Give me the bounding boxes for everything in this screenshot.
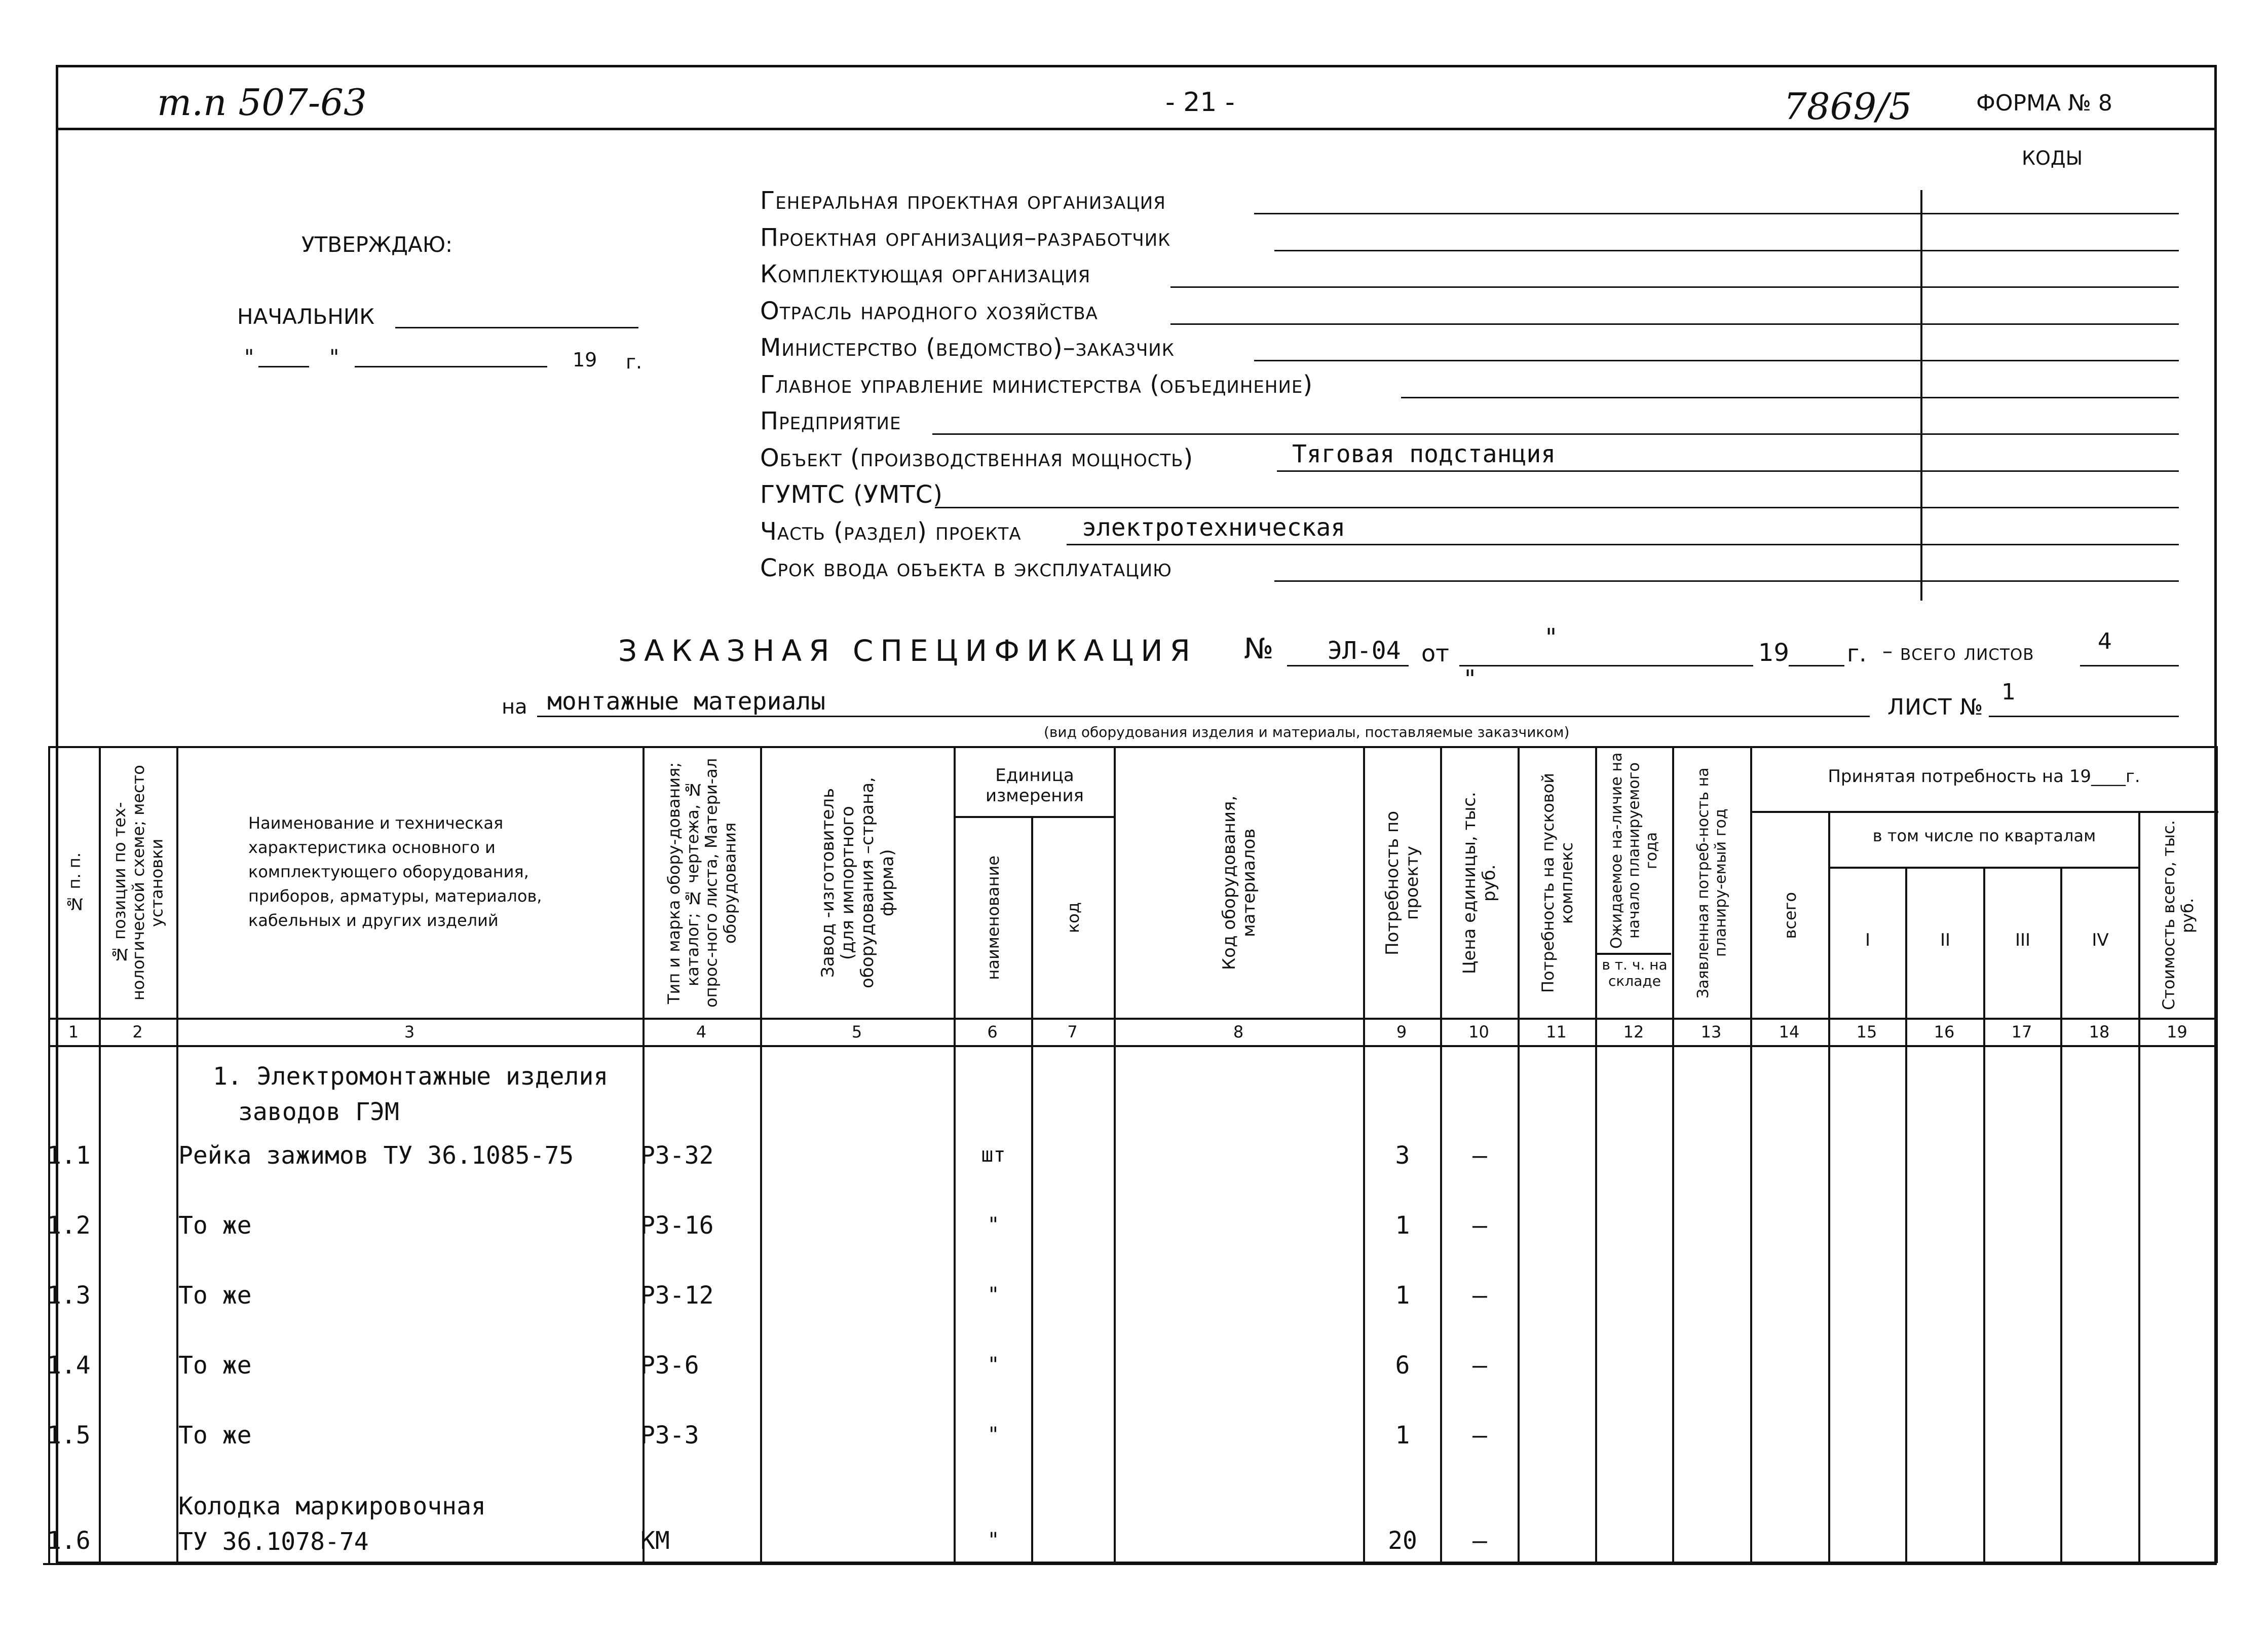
row-price: – <box>1472 1351 1487 1380</box>
header-col-10: Цена единицы, тыс. руб. <box>1459 792 1500 974</box>
column-number: 7 <box>1067 1022 1078 1042</box>
total-sheets-label: всего листов <box>1900 640 2034 665</box>
org-field-label: Министерство (ведомство)–заказчик <box>760 333 1175 362</box>
header-col-12b: в т. ч. на складе <box>1602 956 1668 989</box>
row-unit: " <box>987 1529 1000 1552</box>
column-number: 2 <box>132 1022 143 1042</box>
column-number: 10 <box>1468 1022 1489 1042</box>
org-field-line[interactable] <box>1170 323 2179 325</box>
column-number: 4 <box>696 1022 707 1042</box>
row-type: РЗ-6 <box>640 1351 699 1380</box>
org-field-line[interactable] <box>1170 286 2179 288</box>
sheet-number-label: ЛИСТ № <box>1887 694 1984 720</box>
org-field-label: Отрасль народного хозяйства <box>760 297 1098 325</box>
row-number: 1.6 <box>47 1527 91 1555</box>
spec-quote-top: " <box>1545 623 1557 652</box>
chief-signature-line[interactable] <box>395 327 638 328</box>
spec-note: (вид оборудования изделия и материалы, поставляемые заказчиком) <box>1044 724 1570 740</box>
header-col-4: Тип и марка обору-дования; каталог; № чертежа, № опрос-ного листа, Матери-ал оборудования <box>664 758 740 1008</box>
row-name: То же <box>178 1281 252 1310</box>
row-type: РЗ-12 <box>640 1281 714 1310</box>
row-unit: " <box>987 1283 1000 1307</box>
row-number: 1.3 <box>47 1281 91 1310</box>
date-quote-close: " <box>329 345 339 369</box>
page-number: - 21 - <box>1165 87 1235 118</box>
header-col-11: Потребность на пусковой комплекс <box>1538 772 1576 993</box>
column-number: 14 <box>1779 1022 1800 1042</box>
row-quantity: 1 <box>1395 1281 1410 1310</box>
total-sheets-line <box>2080 665 2179 666</box>
spec-number-value[interactable]: ЭЛ-04 <box>1328 637 1401 665</box>
org-field-line[interactable] <box>1277 470 2179 472</box>
org-field-label: Объект (производственная мощность) <box>760 444 1194 472</box>
date-month-line[interactable] <box>355 366 547 367</box>
org-field-line[interactable] <box>1254 213 2179 214</box>
column-number: 15 <box>1856 1022 1877 1042</box>
header-col-15: I <box>1865 930 1871 950</box>
row-unit: " <box>987 1353 1000 1377</box>
row-name: То же <box>178 1351 252 1380</box>
row-type: РЗ-32 <box>640 1141 714 1170</box>
org-field-label: Предприятие <box>760 407 901 435</box>
col-border-14 <box>1828 811 1830 1563</box>
row-price: – <box>1472 1211 1487 1240</box>
sheet-number-value[interactable]: 1 <box>2001 679 2016 705</box>
spec-year-suffix: г. <box>1847 640 1867 667</box>
header-col-3: Наименование и техническая характеристика основного и комплектующего оборудования, приборов, арматуры, материалов, кабельных и других изделий <box>248 813 542 930</box>
row-quantity: 3 <box>1395 1141 1410 1170</box>
column-number: 6 <box>987 1022 998 1042</box>
row-type: РЗ-16 <box>640 1211 714 1240</box>
spec-title: ЗАКАЗНАЯ СПЕЦИФИКАЦИЯ <box>618 634 1197 668</box>
org-field-label: Генеральная проектная организация <box>760 187 1166 215</box>
approval-year-suffix: г. <box>626 351 642 373</box>
header-col-13: Заявленная потреб-ность на планиру-емый год <box>1694 767 1729 998</box>
column-number: 9 <box>1396 1022 1407 1042</box>
chief-label: НАЧАЛЬНИК <box>237 304 375 329</box>
column-number: 3 <box>404 1022 415 1042</box>
org-field-line[interactable] <box>1274 580 2179 582</box>
handwritten-project-code: т.п 507-63 <box>157 81 367 124</box>
col-border-17 <box>2060 867 2062 1563</box>
spec-year-line[interactable] <box>1789 665 1844 666</box>
spec-on-value[interactable]: монтажные материалы <box>547 687 826 716</box>
header-col-12: Ожидаемое на-личие на начало планируемого года <box>1608 752 1661 949</box>
column-number: 16 <box>1934 1022 1955 1042</box>
column-number: 11 <box>1546 1022 1567 1042</box>
row-name: Рейка зажимов ТУ 36.1085-75 <box>178 1141 574 1170</box>
org-field-value[interactable]: электротехническая <box>1082 513 1346 542</box>
row-unit: " <box>987 1423 1000 1446</box>
spec-quote-bottom: " <box>1464 665 1476 693</box>
row-type: КМ <box>640 1527 670 1555</box>
spec-from-label: от <box>1421 640 1449 667</box>
org-field-label: Комплектующая организация <box>760 260 1091 288</box>
row-type: РЗ-3 <box>640 1421 699 1450</box>
spec-number-label: № <box>1244 633 1274 665</box>
codes-column-divider <box>1920 190 1922 601</box>
row-number: 1.4 <box>47 1351 91 1380</box>
header-col-5: Завод -изготовитель (для импортного оборудования –страна, фирма) <box>817 777 898 989</box>
header-col-14: всего <box>1780 892 1800 939</box>
date-quote-open: " <box>244 345 254 369</box>
section-title-line-2: заводов ГЭМ <box>238 1098 399 1126</box>
table-bottom-border <box>43 1563 2217 1565</box>
row-name: То же <box>178 1421 252 1450</box>
form-number: ФОРМА № 8 <box>1976 90 2112 116</box>
handwritten-archive-number: 7869/5 <box>1784 85 1912 128</box>
org-field-label: Главное управление министерства (объединение) <box>760 370 1313 399</box>
header-col-6: наименование <box>984 856 1003 980</box>
row-quantity: 20 <box>1388 1527 1417 1555</box>
org-field-line[interactable] <box>932 433 2179 435</box>
sheet-number-line <box>1989 716 2179 717</box>
org-field-line[interactable] <box>1401 397 2179 398</box>
org-field-label: ГУМТС (УМТС) <box>760 480 943 509</box>
header-quarters: в том числе по кварталам <box>1872 826 2096 845</box>
org-field-label: Проектная организация–разработчик <box>760 224 1171 252</box>
col-border-19 <box>2216 746 2218 1563</box>
org-field-label: Часть (раздел) проекта <box>760 517 1022 546</box>
column-number: 19 <box>2167 1022 2187 1042</box>
row-name-line-2: ТУ 36.1078-74 <box>178 1528 369 1556</box>
header-unit-group: Единица измерения <box>985 765 1084 806</box>
colnum-bottom-border <box>48 1045 2217 1047</box>
approval-heading: УТВЕРЖДАЮ: <box>301 232 453 257</box>
col-border-15 <box>1905 867 1907 1563</box>
header-col-1: № п. п. <box>64 852 84 914</box>
date-day-line[interactable] <box>258 366 309 367</box>
header-col-19: Стоимость всего, тыс. руб. <box>2159 820 2197 1011</box>
spec-on-line <box>537 716 1870 717</box>
header-divider <box>56 128 2217 130</box>
row-price: – <box>1472 1281 1487 1310</box>
warehouse-divider <box>1595 953 1671 955</box>
section-title-line-1: 1. Электромонтажные изделия <box>213 1062 609 1091</box>
row-number: 1.5 <box>47 1421 91 1450</box>
row-unit: " <box>987 1213 1000 1237</box>
header-col-16: II <box>1940 930 1951 950</box>
spec-on-label: на <box>502 695 527 719</box>
row-price: – <box>1472 1527 1487 1555</box>
row-name: То же <box>178 1211 252 1240</box>
approval-year: 19 <box>573 349 597 371</box>
row-quantity: 1 <box>1395 1421 1410 1450</box>
header-col-18: IV <box>2092 930 2109 950</box>
org-field-line[interactable] <box>1254 360 2179 361</box>
row-quantity: 1 <box>1395 1211 1410 1240</box>
org-field-line[interactable] <box>1274 250 2179 251</box>
spec-dash: – <box>1882 640 1893 663</box>
column-number: 8 <box>1233 1022 1244 1042</box>
column-number: 1 <box>68 1022 79 1042</box>
row-price: – <box>1472 1141 1487 1170</box>
org-field-line[interactable] <box>1067 544 2179 545</box>
spec-number-line <box>1287 665 1409 666</box>
org-field-value[interactable]: Тяговая подстанция <box>1292 440 1556 468</box>
row-number: 1.1 <box>47 1141 91 1170</box>
org-field-line[interactable] <box>935 507 2179 508</box>
header-col-8: Код оборудования, материалов <box>1219 795 1259 971</box>
spec-year-label: 19 <box>1758 639 1790 667</box>
row-number: 1.2 <box>47 1211 91 1240</box>
column-number: 12 <box>1623 1022 1644 1042</box>
org-field-label: Срок ввода объекта в эксплуатацию <box>760 554 1172 582</box>
row-name: Колодка маркировочная <box>178 1492 486 1520</box>
header-accepted: Принятая потребность на 19____г. <box>1828 766 2140 787</box>
column-number: 5 <box>851 1022 862 1042</box>
row-quantity: 6 <box>1395 1351 1410 1380</box>
row-price: – <box>1472 1421 1487 1450</box>
header-col-2: № позиции по тех-нологической схеме; место установки <box>110 765 167 1001</box>
column-number: 18 <box>2089 1022 2110 1042</box>
row-unit: шт <box>981 1143 1006 1167</box>
codes-label: КОДЫ <box>2022 147 2083 169</box>
total-sheets-value[interactable]: 4 <box>2098 628 2112 654</box>
header-col-17: III <box>2015 930 2031 950</box>
column-number: 13 <box>1700 1022 1722 1042</box>
column-number: 17 <box>2011 1022 2032 1042</box>
header-col-9: Потребность по проекту <box>1382 810 1422 955</box>
header-col-7: код <box>1064 902 1083 934</box>
spec-date-line[interactable] <box>1459 665 1753 666</box>
col-border-16 <box>1983 867 1985 1563</box>
